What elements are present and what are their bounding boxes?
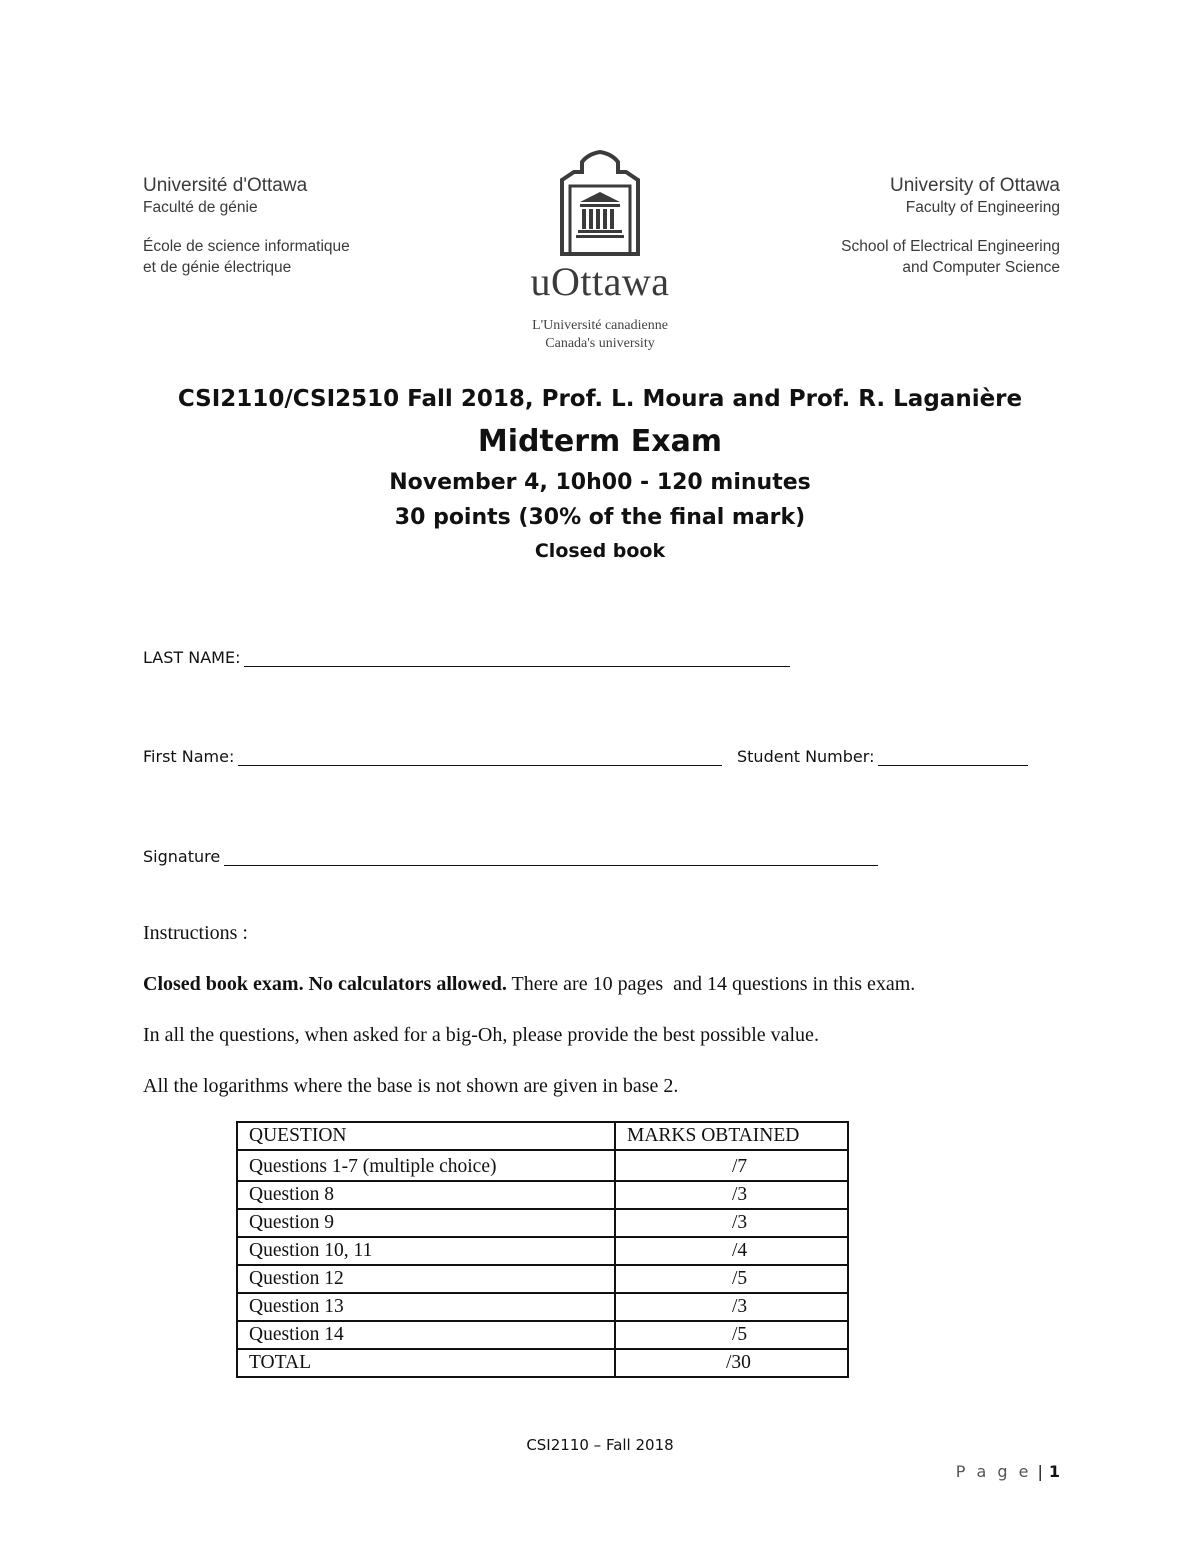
student-number-label: Student Number:: [737, 747, 875, 766]
table-cell-marks: /3: [615, 1209, 848, 1237]
header-right-english: [740, 174, 1060, 278]
table-row: [237, 1321, 848, 1349]
table-row: [237, 1237, 848, 1265]
table-cell-marks: /3: [615, 1181, 848, 1209]
instructions-line-1-bold: Closed book exam. No calculators allowed.: [143, 973, 507, 995]
last-name-field[interactable]: [143, 648, 790, 667]
table-cell-total-marks: /30: [615, 1349, 848, 1377]
table-cell-question: Question 10, 11: [237, 1237, 615, 1265]
marks-table: [236, 1121, 849, 1378]
table-row: [237, 1209, 848, 1237]
logo-tagline-en: Canada's university: [545, 336, 655, 351]
signature-input-line[interactable]: [224, 847, 878, 866]
first-name-label: First Name:: [143, 747, 235, 766]
school-name-en-line1: School of Electrical Engineering: [841, 238, 1060, 255]
table-cell-question: Question 9: [237, 1209, 615, 1237]
signature-label: Signature: [143, 847, 221, 866]
table-row: [237, 1293, 848, 1321]
school-name-fr-line1: École de science informatique: [143, 238, 350, 255]
exam-date: November 4, 10h00 - 120 minutes: [389, 470, 811, 495]
school-name-en-line2: and Computer Science: [902, 259, 1060, 276]
logo-tagline-fr: L'Université canadienne: [532, 318, 668, 333]
table-header-row: [237, 1122, 848, 1150]
table-cell-question: Questions 1-7 (multiple choice): [237, 1150, 615, 1181]
table-row: [237, 1181, 848, 1209]
instructions-line-1: [143, 973, 915, 996]
page-number-block: [956, 1462, 1060, 1481]
table-cell-question: Question 14: [237, 1321, 615, 1349]
table-cell-question: Question 8: [237, 1181, 615, 1209]
last-name-label: LAST NAME:: [143, 648, 241, 667]
table-cell-marks: /3: [615, 1293, 848, 1321]
exam-title-block: [0, 382, 1200, 566]
table-row-total: [237, 1349, 848, 1377]
page-separator: |: [1037, 1462, 1043, 1481]
table-cell-marks: /4: [615, 1237, 848, 1265]
last-name-input-line[interactable]: [244, 648, 790, 667]
table-cell-question: Question 13: [237, 1293, 615, 1321]
table-cell-total-label: TOTAL: [237, 1349, 615, 1377]
faculty-name-fr: Faculté de génie: [143, 199, 258, 216]
university-logo: [515, 150, 685, 353]
table-cell-marks: /5: [615, 1265, 848, 1293]
exam-title: Midterm Exam: [477, 424, 723, 459]
exam-closed-book: Closed book: [534, 540, 666, 562]
university-name-en: University of Ottawa: [890, 175, 1060, 196]
page-number: 1: [1048, 1462, 1060, 1481]
first-name-input-line[interactable]: [238, 747, 722, 766]
instructions-heading: Instructions :: [143, 922, 248, 944]
course-title: CSI2110/CSI2510 Fall 2018, Prof. L. Moura and Prof. R. Laganière: [177, 386, 1023, 412]
faculty-name-en: Faculty of Engineering: [905, 199, 1060, 216]
instructions-line-2: In all the questions, when asked for a big-Oh, please provide the best possible value.: [143, 1024, 819, 1046]
instructions-line-1-rest: There are 10 pages and 14 questions in this exam.: [506, 973, 916, 995]
table-header-question: QUESTION: [237, 1122, 615, 1150]
school-name-fr-line2: et de génie électrique: [143, 259, 292, 276]
student-number-input-line[interactable]: [878, 747, 1028, 766]
table-header-marks: MARKS OBTAINED: [615, 1122, 848, 1150]
footer-course: CSI2110 – Fall 2018: [526, 1436, 674, 1454]
table-row: [237, 1265, 848, 1293]
logo-wordmark: uOttawa: [530, 259, 670, 304]
instructions-line-3: All the logarithms where the base is not shown are given in base 2.: [143, 1075, 679, 1097]
table-cell-marks: /7: [615, 1150, 848, 1181]
signature-field[interactable]: [143, 847, 878, 866]
student-number-field[interactable]: [737, 747, 1028, 766]
table-cell-question: Question 12: [237, 1265, 615, 1293]
page-label: P a g e: [955, 1462, 1032, 1481]
exam-points: 30 points (30% of the final mark): [394, 505, 806, 530]
table-cell-marks: /5: [615, 1321, 848, 1349]
first-name-field[interactable]: [143, 747, 722, 766]
university-name-fr: Université d'Ottawa: [143, 175, 308, 196]
header-left-french: [143, 174, 443, 278]
table-row: [237, 1150, 848, 1181]
university-building-icon: [558, 150, 642, 256]
